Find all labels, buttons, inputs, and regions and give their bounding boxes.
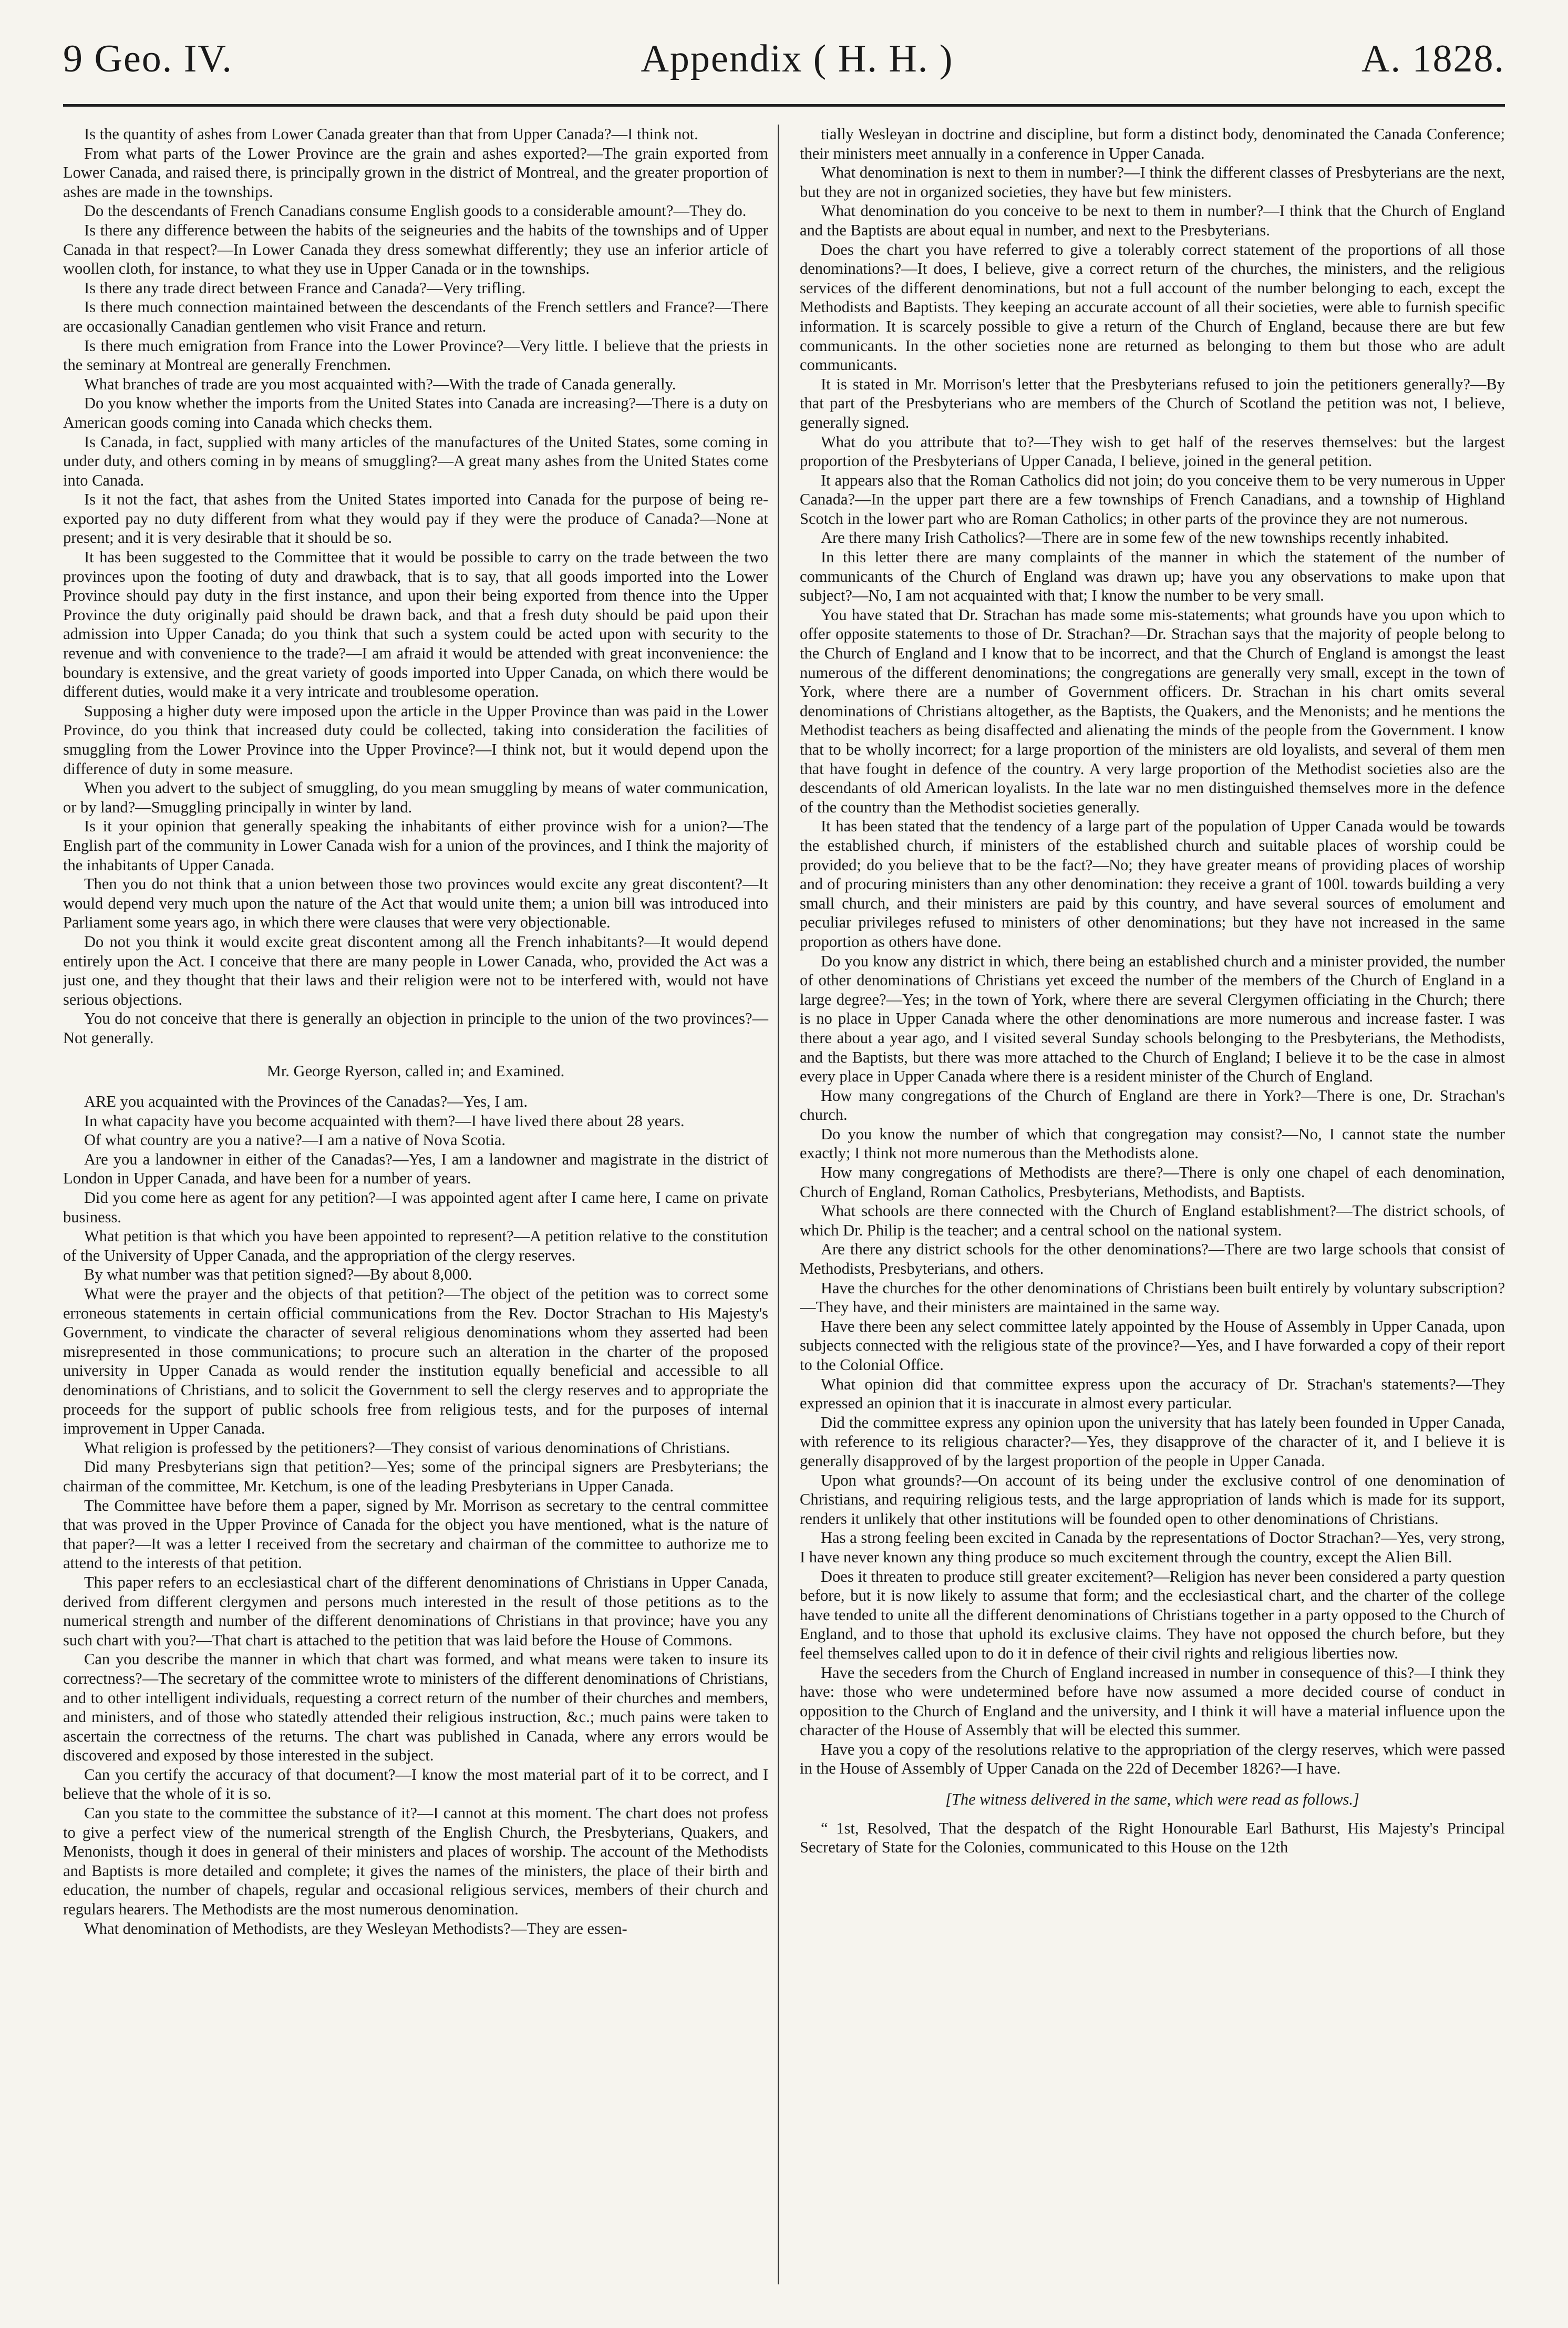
right-column-paragraph: It has been stated that the tendency of a large part of the population of Upper Canada would be towards the established church, if ministers of the established church and suitable places of worship could be provided; do you believe that to be the fact?—No; they have greater means of providing places of worship and of procuring ministers than any other denomination: they receive a grant of 100l. towards building a very small church, and their ministers are paid by this country, and have several sources of emolument and peculiar privileges refused to ministers of other denominations; but they have not increased in the same proportion as others have done. — [800, 817, 1505, 951]
left-column-paragraph: Of what country are you a native?—I am a native of Nova Scotia. — [84, 1131, 506, 1149]
right-column-paragraph: In this letter there are many complaints of the manner in which the statement of the number of communicants of the Church of England was drawn up; have you any observations to make upon that subject?—No, I am not acquainted with that; I know the number to be very small. — [800, 548, 1505, 605]
right-column-paragraph: Does the chart you have referred to give a tolerably correct statement of the proportions of all those denominations?—It does, I believe, give a correct return of the churches, the ministers, and the religious services of the different denominations, but not a full account of the number belonging to each, except the Methodists and Baptists. They keeping an accurate account of all their societies, were able to furnish specific information. It is scarcely possible to give a return of the Church of England, because there are but few communicants. In the other societies none are returned as belonging to them but those who are adult communicants. — [800, 240, 1505, 374]
left-column — [63, 125, 779, 2284]
left-column-paragraph: The Committee have before them a paper, signed by Mr. Morrison as secretary to the central committee that was proved in the Upper Province of Canada for the object you have mentioned, what is the nature of that paper?—It was a letter I received from the secretary and chairman of the committee to authorize me to attend to the interests of that petition. — [63, 1496, 768, 1572]
left-column-paragraph: Then you do not think that a union between those two provinces would excite any great discontent?—It would depend very much upon the nature of the Act that would unite them; a union bill was introduced into Parliament some years ago, in which there were clauses that were very objectionable. — [63, 875, 768, 932]
left-column-paragraph: Is there much emigration from France into the Lower Province?—Very little. I believe that the priests in the seminary at Montreal are generally Frenchmen. — [63, 336, 768, 374]
left-column-paragraph: Do you know whether the imports from the United States into Canada are increasing?—There is a duty on American goods coming into Canada which checks them. — [63, 394, 768, 431]
left-column-paragraph: Do the descendants of French Canadians consume English goods to a considerable amount?—They do. — [84, 202, 747, 220]
left-column-paragraph: In what capacity have you become acquainted with them?—I have lived there about 28 years. — [84, 1111, 685, 1130]
right-column-paragraph: What opinion did that committee express upon the accuracy of Dr. Strachan's statements?—They expressed an opinion that it is inaccurate in almost every particular. — [800, 1375, 1505, 1413]
left-column-paragraph: Is it your opinion that generally speaking the inhabitants of either province wish for a union?—The English part of the community in Lower Canada wish for a union of the provinces, and I think the majority of the inhabitants of Upper Canada. — [63, 817, 768, 874]
left-column-paragraph: This paper refers to an ecclesiastical chart of the different denominations of Christians in Upper Canada, derived from different clergymen and persons much interested in the result of those petitions as to the numerical strength and number of the different denominations of Christians in that province; have you any such chart with you?—That chart is attached to the petition that was laid before the House of Commons. — [63, 1573, 768, 1649]
left-column-paragraph: Is there any trade direct between France and Canada?—Very trifling. — [84, 279, 526, 297]
left-column-paragraph: Can you describe the manner in which that chart was formed, and what means were taken to insure its correctness?—The secretary of the committee wrote to ministers of the different denominations of Christians, and to other intelligent individuals, requesting a correct return of the number of their churches and members, and ministers, and of those who statedly attended their religious instruction, &c.; much pains were taken to ascertain the correctness of the returns. The chart was published in Canada, where any errors would be discovered and exposed by those interested in the subject. — [63, 1650, 768, 1765]
left-column-paragraph: What denomination of Methodists, are they Wesleyan Methodists?—They are essen- — [84, 1919, 627, 1938]
right-column-paragraph: Have you a copy of the resolutions relative to the appropriation of the clergy reserves, which were passed in the House of Assembly of Upper Canada on the 22d of December 1826?—I have. — [800, 1740, 1505, 1778]
left-column-paragraph: Is there much connection maintained between the descendants of the French settlers and France?—There are occasionally Canadian gentlemen who visit France and return. — [63, 298, 768, 335]
left-column-paragraph: Are you a landowner in either of the Canadas?—Yes, I am a landowner and magistrate in the district of London in Upper Canada, and have been for a number of years. — [63, 1150, 768, 1188]
left-column-paragraph: Can you certify the accuracy of that document?—I know the most material part of it to be correct, and I believe that the whole of it is so. — [63, 1765, 768, 1803]
left-column-paragraph: Did you come here as agent for any petition?—I was appointed agent after I came here, I came on private business. — [63, 1189, 768, 1226]
header-rule — [63, 104, 1505, 107]
right-column-paragraph: Are there any district schools for the other denominations?—There are two large schools that consist of Methodists, Presbyterians, and others. — [800, 1240, 1505, 1278]
left-column-paragraph: ARE you acquainted with the Provinces of the Canadas?—Yes, I am. — [84, 1093, 528, 1111]
right-column-paragraph: Has a strong feeling been excited in Canada by the representations of Doctor Strachan?—Yes, very strong, I have never known any thing produce so much excitement through the country, except the Alien Bill. — [800, 1529, 1505, 1566]
right-column-paragraph: You have stated that Dr. Strachan has made some mis-statements; what grounds have you upon which to offer opposite statements to those of Dr. Strachan?—Dr. Strachan says that the majority of people belong to the Church of England and I know that to be incorrect, and that the Church of England is amongst the least numerous of the different denominations; the congregations are generally very small, except in the town of York, where there are a number of Government officers. Dr. Strachan in his chart omits several denominations of Christians altogether, as the Baptists, the Quakers, and the Menonists; and he mentions the Methodist teachers as being disaffected and alienating the minds of the people from the Government. I know that to be wholly incorrect; for a large proportion of the ministers are old loyalists, and several of them men that have fought in defence of the country. A very large proportion of the Methodist societies also are the descendants of old American loyalists. In the late war no men distinguished themselves more in the defence of the country than the Methodist societies generally. — [800, 605, 1505, 816]
right-column-paragraph: Have the seceders from the Church of England increased in number in consequence of this?—I think they have: those who were undetermined before have now assumed a more decided course of conduct in opposition to the Church of England and the university, and I think it will have a material influence upon the character of the House of Assembly that will be elected this summer. — [800, 1663, 1505, 1739]
right-column-paragraph: Do you know any district in which, there being an established church and a minister provided, the number of other denominations of Christians yet exceed the number of the members of the Church of England in a large degree?—Yes; in the town of York, where there are several Clergymen officiating in the Church; there is no place in Upper Canada where the other denominations are more numerous and increase faster. I was there about a year ago, and I visited several Sunday schools belonging to the Presbyterians, the Methodists, and the Baptists, but there was more attached to the Church of England; I believe it to be the case in almost every place in Upper Canada where there is a resident minister of the Church of England. — [800, 952, 1505, 1086]
left-column-paragraph: What were the prayer and the objects of that petition?—The object of the petition was to correct some erroneous statements in certain official communications from the Rev. Doctor Strachan to His Majesty's Government, to vindicate the character of several religious denominations whom they asserted had been misrepresented in those communications; to procure such an alteration in the charter of the proposed university in Upper Canada as would render the institution equally beneficial and accessible to all denominations of Christians, and to solicit the Government to sell the clergy reserves and to appropriate the proceeds for the support of public schools free from religious tests, and for the purposes of internal improvement in Upper Canada. — [63, 1285, 768, 1438]
right-column-paragraph: Upon what grounds?—On account of its being under the exclusive control of one denomination of Christians, and requiring religious tests, and the large appropriation of lands which is made for its support, renders it unlikely that other institutions will be founded open to other denominations of Christians. — [800, 1471, 1505, 1528]
left-column-paragraph: Is the quantity of ashes from Lower Canada greater than that from Upper Canada?—I think not. — [84, 125, 698, 143]
appendix-title: Appendix ( H. H. ) — [641, 37, 954, 80]
left-column-paragraph: Did many Presbyterians sign that petition?—Yes; some of the principal signers are Presbyterians; the chairman of the committee, Mr. Ketchum, is one of the leading Presbyterians in Upper Canada. — [63, 1458, 768, 1495]
right-column-paragraph: Are there many Irish Catholics?—There are in some few of the new townships recently inhabited. — [821, 529, 1449, 547]
right-column-paragraph: Does it threaten to produce still greater excitement?—Religion has never been considered a party question before, but it is now likely to assume that form; and the ecclesiastical chart, and the charter of the college have tended to unite all the different denominations of Christians together in a party opposed to the Church of England, and to those that uphold its exclusive claims. They have not opposed the church before, but they feel themselves called upon to do it in defence of their civil rights and religious liberties now. — [800, 1567, 1505, 1662]
right-column-paragraph: How many congregations of Methodists are there?—There is only one chapel of each denomination, Church of England, Roman Catholics, Presbyterians, Methodists, and Baptists. — [800, 1163, 1505, 1201]
left-column-paragraph: What branches of trade are you most acquainted with?—With the trade of Canada generally. — [84, 375, 676, 393]
page-year: A. 1828. — [1361, 37, 1505, 80]
left-column-paragraph: Supposing a higher duty were imposed upon the article in the Upper Province than was paid in the Lower Province, do you think that increased duty could be collected, taking into consideration the facilities of smuggling from the Lower Province into the Upper Province?—I think not, but it would depend upon the difference of duty in some measure. — [63, 702, 768, 778]
right-column-paragraph: It appears also that the Roman Catholics did not join; do you conceive them to be very numerous in Upper Canada?—In the upper part there are a few townships of French Canadians, and a township of Highland Scotch in the lower part who are Roman Catholics; in other parts of the province they are not numerous. — [800, 471, 1505, 528]
right-column-paragraph: How many congregations of the Church of England are there in York?—There is one, Dr. Strachan's church. — [800, 1086, 1505, 1124]
left-column-paragraph: Is there any difference between the habits of the seigneuries and the habits of the townships and of Upper Canada in that respect?—In Lower Canada they dress somewhat differently; they use an inferior article of woollen cloth, for instance, to what they use in Upper Canada or in the townships. — [63, 221, 768, 278]
right-column-paragraph: Have the churches for the other denominations of Christians been built entirely by voluntary subscription?—They have, and their ministers are maintained in the same way. — [800, 1279, 1505, 1316]
text-columns — [63, 125, 1505, 2284]
regnal-year: 9 Geo. IV. — [63, 37, 233, 80]
left-column-paragraph: Is it not the fact, that ashes from the United States imported into Canada for the purpose of being re-exported pay no duty different from what they would pay if they were the produce of Canada?—None at present; and it is very desirable that it should be so. — [63, 490, 768, 547]
left-column-paragraph: From what parts of the Lower Province are the grain and ashes exported?—The grain exported from Lower Canada, and raised there, is principally grown in the district of Montreal, and the greater proportion of ashes are made in the townships. — [63, 144, 768, 201]
left-column-paragraph: When you advert to the subject of smuggling, do you mean smuggling by means of water communication, or by land?—Smuggling principally in winter by land. — [63, 779, 768, 816]
left-column-paragraph: You do not conceive that there is generally an objection in principle to the union of the two provinces?—Not generally. — [63, 1010, 768, 1047]
left-column-paragraph: It has been suggested to the Committee that it would be possible to carry on the trade between the two provinces upon the footing of duty and drawback, that is to say, that all goods imported into the Lower Province should pay duty in the first instance, and upon their being exported from thence into the Upper Province the duty originally paid should be drawn back, and that a fresh duty should be paid upon their admission into Upper Canada; do you think that such a system could be acted upon with security to the revenue and with convenience to the trade?—I am afraid it would be attended with great inconvenience: the boundary is extensive, and the great variety of goods imported into Upper Canada, on which there would be different duties, would make it a very intricate and troublesome operation. — [63, 548, 768, 701]
right-column-paragraph: [The witness delivered in the same, which were read as follows.] — [945, 1790, 1359, 1809]
right-column-paragraph: Do you know the number of which that congregation may consist?—No, I cannot state the number exactly; I think not more numerous than the Methodists alone. — [800, 1125, 1505, 1162]
running-head — [63, 37, 1505, 95]
right-column-paragraph: It is stated in Mr. Morrison's letter that the Presbyterians refused to join the petitioners generally?—By that part of the Presbyterians who are members of the Church of Scotland the petition was not, I believe, generally signed. — [800, 375, 1505, 431]
right-column-paragraph: tially Wesleyan in doctrine and discipline, but form a distinct body, denominated the Canada Conference; their ministers meet annually in a conference in Upper Canada. — [800, 125, 1505, 162]
right-column-paragraph: What denomination is next to them in number?—I think the different classes of Presbyterians are the next, but they are not in organized societies, they have but few ministers. — [800, 163, 1505, 201]
left-column-paragraph: By what number was that petition signed?—By about 8,000. — [84, 1265, 472, 1284]
left-column-paragraph: What petition is that which you have been appointed to represent?—A petition relative to the constitution of the University of Upper Canada, and the appropriation of the clergy reserves. — [63, 1227, 768, 1264]
right-column — [800, 125, 1505, 2284]
left-column-paragraph: Do not you think it would excite great discontent among all the French inhabitants?—It would depend entirely upon the Act. I conceive that there are many people in Lower Canada, who, provided the Act was a just one, and they thought that their laws and their religion were not to be interfered with, would not have serious objections. — [63, 932, 768, 1008]
left-column-paragraph: Is Canada, in fact, supplied with many articles of the manufactures of the United States, some coming in under duty, and others coming in by means of smuggling?—A great many ashes from the United States come into Canada. — [63, 432, 768, 489]
right-column-paragraph: What denomination do you conceive to be next to them in number?—I think that the Church of England and the Baptists are about equal in number, and next to the Presbyterians. — [800, 202, 1505, 239]
right-column-paragraph: What schools are there connected with the Church of England establishment?—The district schools, of which Dr. Philip is the teacher; and a central school on the national system. — [800, 1202, 1505, 1239]
right-column-paragraph: Have there been any select committee lately appointed by the House of Assembly in Upper Canada, upon subjects connected with the religious state of the province?—Yes, and I have forwarded a copy of their report to the Colonial Office. — [800, 1317, 1505, 1374]
right-column-paragraph: What do you attribute that to?—They wish to get half of the reserves themselves: but the largest proportion of the Presbyterians of Upper Canada, I believe, joined in the general petition. — [800, 432, 1505, 470]
right-column-paragraph: “ 1st, Resolved, That the despatch of the Right Honourable Earl Bathurst, His Majesty's Principal Secretary of State for the Colonies, communicated to this House on the 12th — [800, 1819, 1505, 1857]
right-column-paragraph: Did the committee express any opinion upon the university that has lately been founded in Upper Canada, with reference to its religious character?—Yes, they disapprove of the character of it, and I believe it is generally disapproved of by the largest proportion of the people in Upper Canada. — [800, 1413, 1505, 1470]
left-column-paragraph: Mr. George Ryerson, called in; and Examined. — [266, 1062, 565, 1080]
left-column-paragraph: What religion is professed by the petitioners?—They consist of various denominations of Christians. — [84, 1438, 730, 1457]
left-column-paragraph: Can you state to the committee the substance of it?—I cannot at this moment. The chart does not profess to give a perfect view of the numerical strength of the English Church, the Presbyterians, Quakers, and Menonists, though it does in general of their ministers and places of worship. The account of the Methodists and Baptists is more detailed and complete; it gives the names of the ministers, the place of their birth and education, the number of chapels, regular and occasional religious services, members of their church and regulars hearers. The Methodists are the most numerous denomination. — [63, 1804, 768, 1919]
